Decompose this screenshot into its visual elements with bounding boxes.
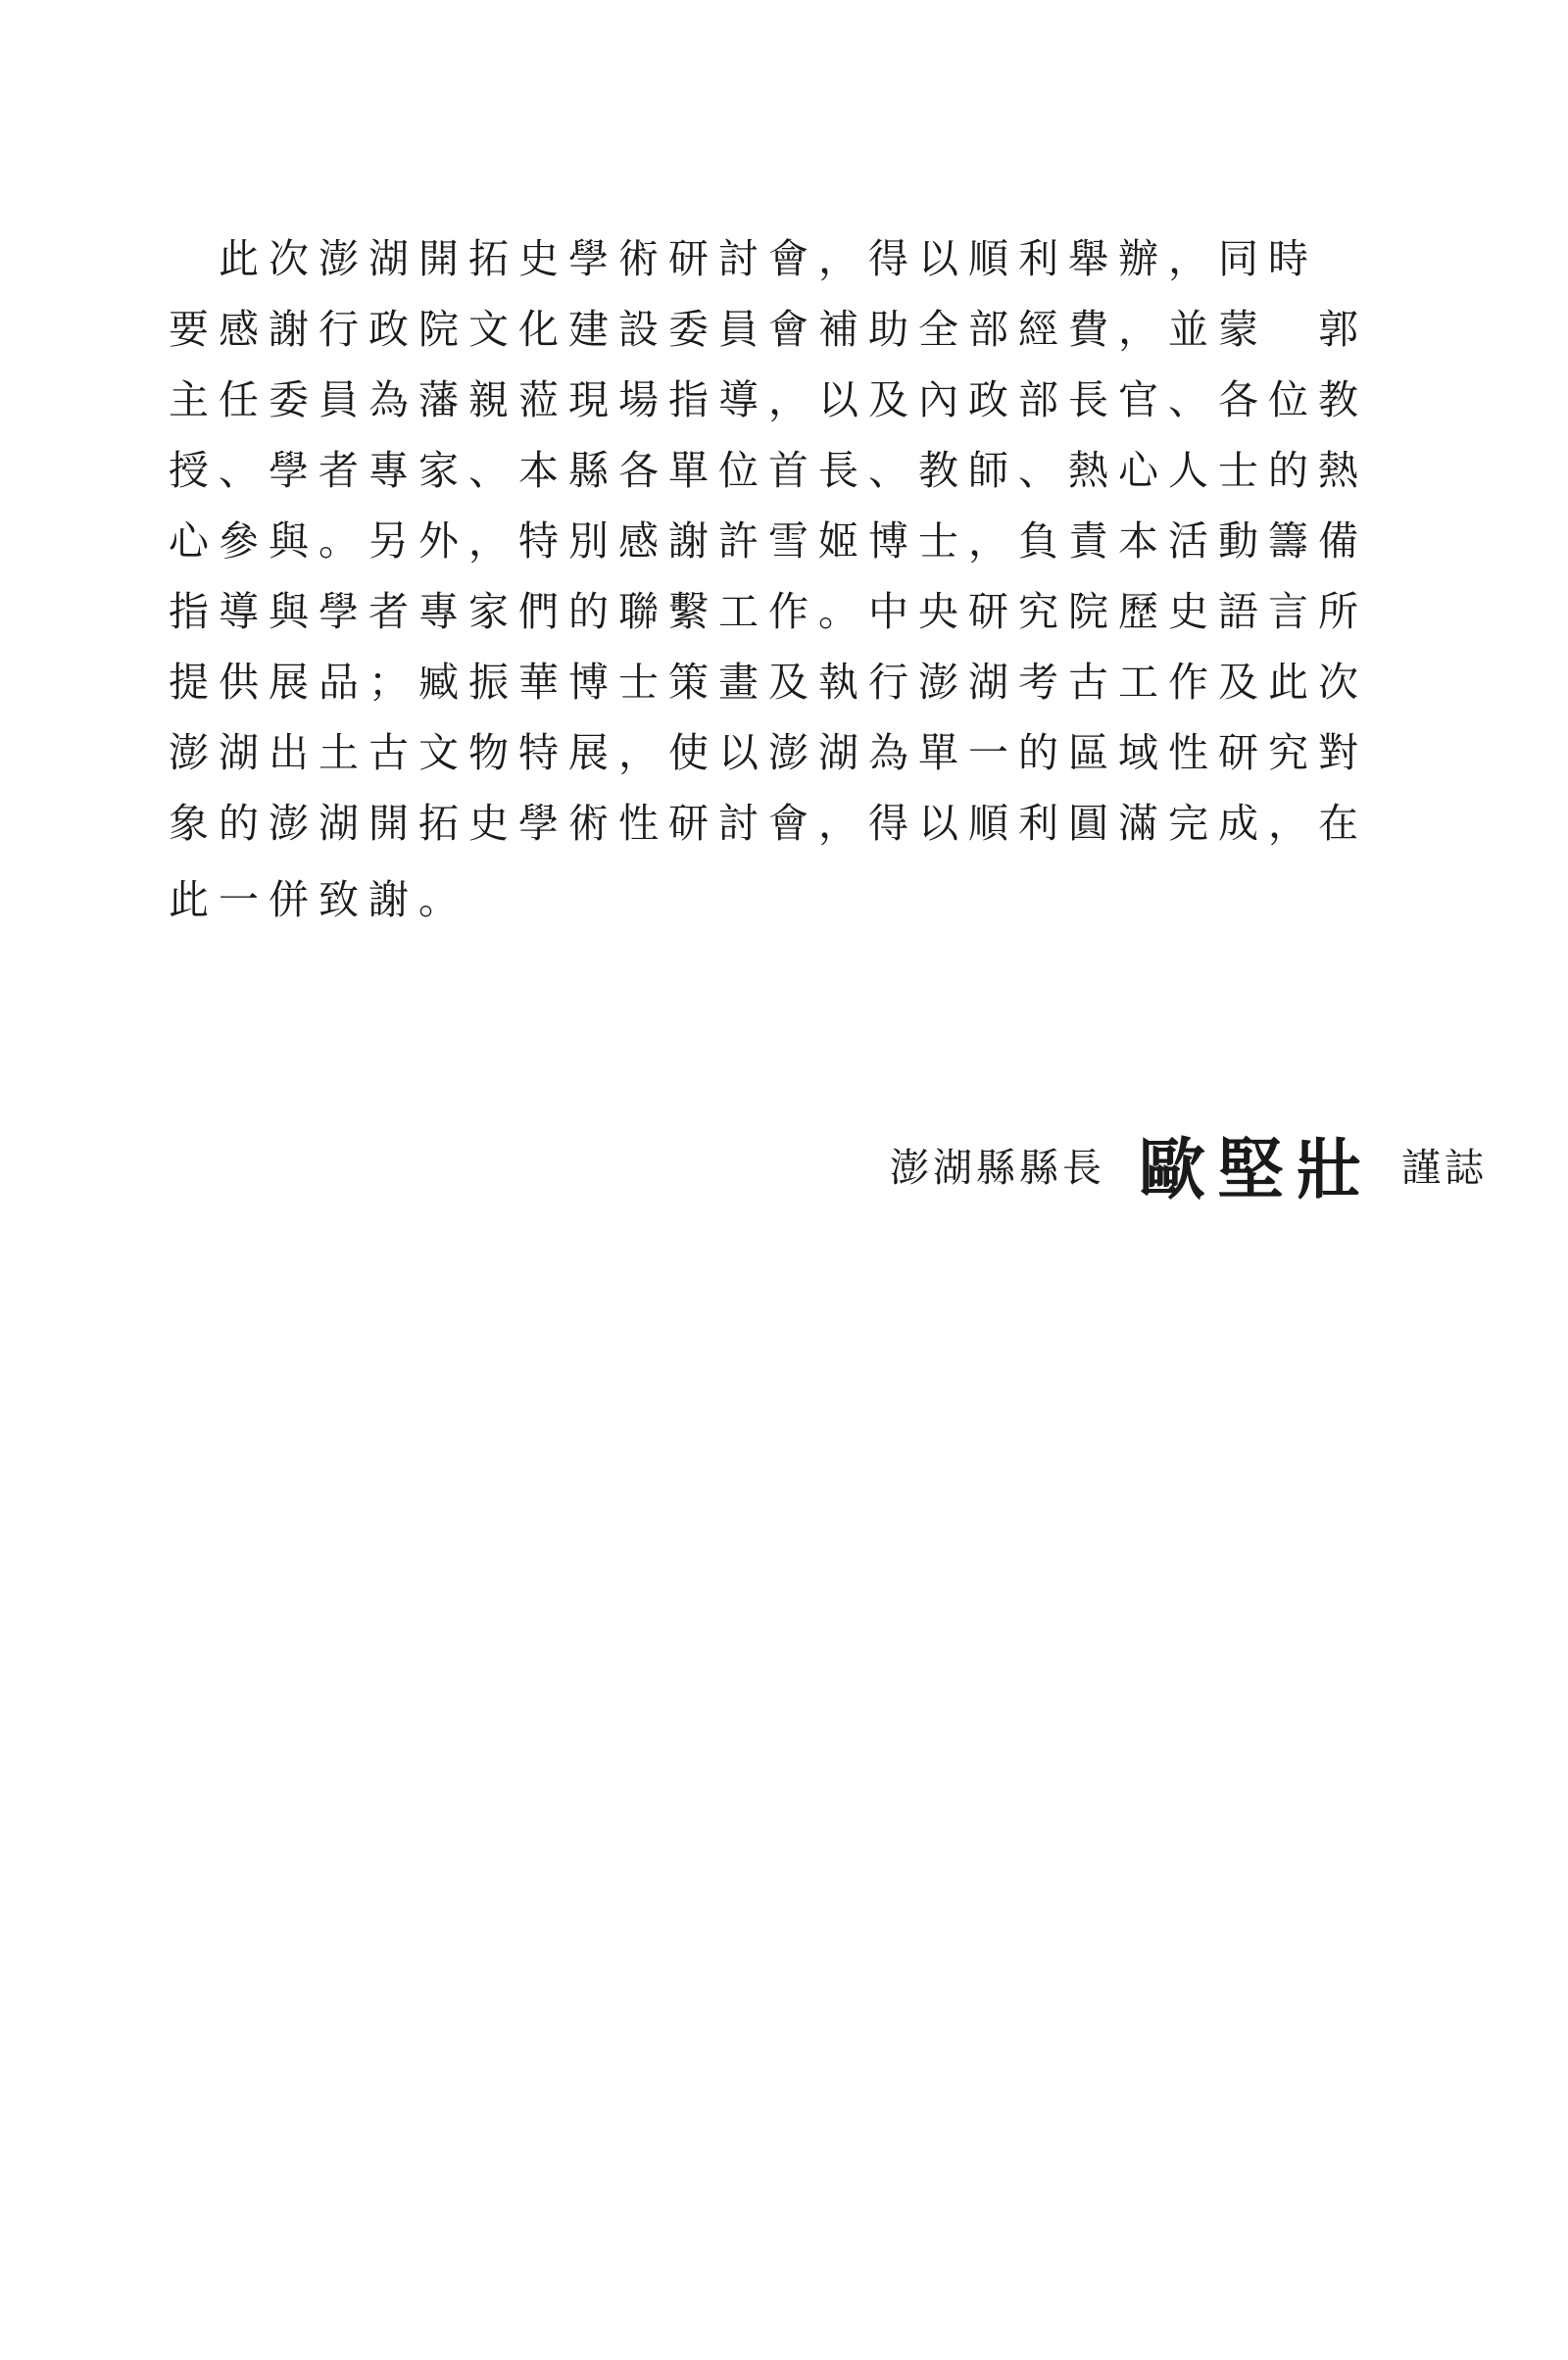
paragraph-line: 此一併致謝。: [169, 876, 468, 923]
signature-closing: 謹誌: [1401, 1146, 1488, 1191]
paragraph-line: 授、學者專家、本縣各單位首長、教師、熱心人士的熱: [169, 447, 1368, 494]
paragraph-line: 象的澎湖開拓史學術性研討會，得以順利圓滿完成，在: [169, 800, 1368, 847]
paragraph-line: 此次澎湖開拓史學術研討會，得以順利舉辦，同時: [169, 235, 1318, 282]
signature-name: 歐堅壯: [1138, 1131, 1374, 1209]
paragraph-line: 心參與。另外，特別感謝許雪姬博士，負責本活動籌備: [169, 517, 1368, 565]
paragraph-line: 澎湖出土古文物特展，使以澎湖為單一的區域性研究對: [169, 729, 1368, 776]
paragraph-line: 要感謝行政院文化建設委員會補助全部經費，並蒙 郭: [169, 306, 1368, 353]
signature-block: [890, 1117, 1488, 1212]
paragraph-line: 主任委員為藩親蒞現場指導，以及內政部長官、各位教: [169, 376, 1368, 423]
paragraph-line: 指導與學者專家們的聯繫工作。中央研究院歷史語言所: [169, 588, 1368, 635]
paragraph-line: 提供展品；臧振華博士策畫及執行澎湖考古工作及此次: [169, 659, 1368, 706]
acknowledgement-paragraph: [169, 223, 1492, 935]
signature-title: 澎湖縣縣長: [889, 1146, 1105, 1191]
